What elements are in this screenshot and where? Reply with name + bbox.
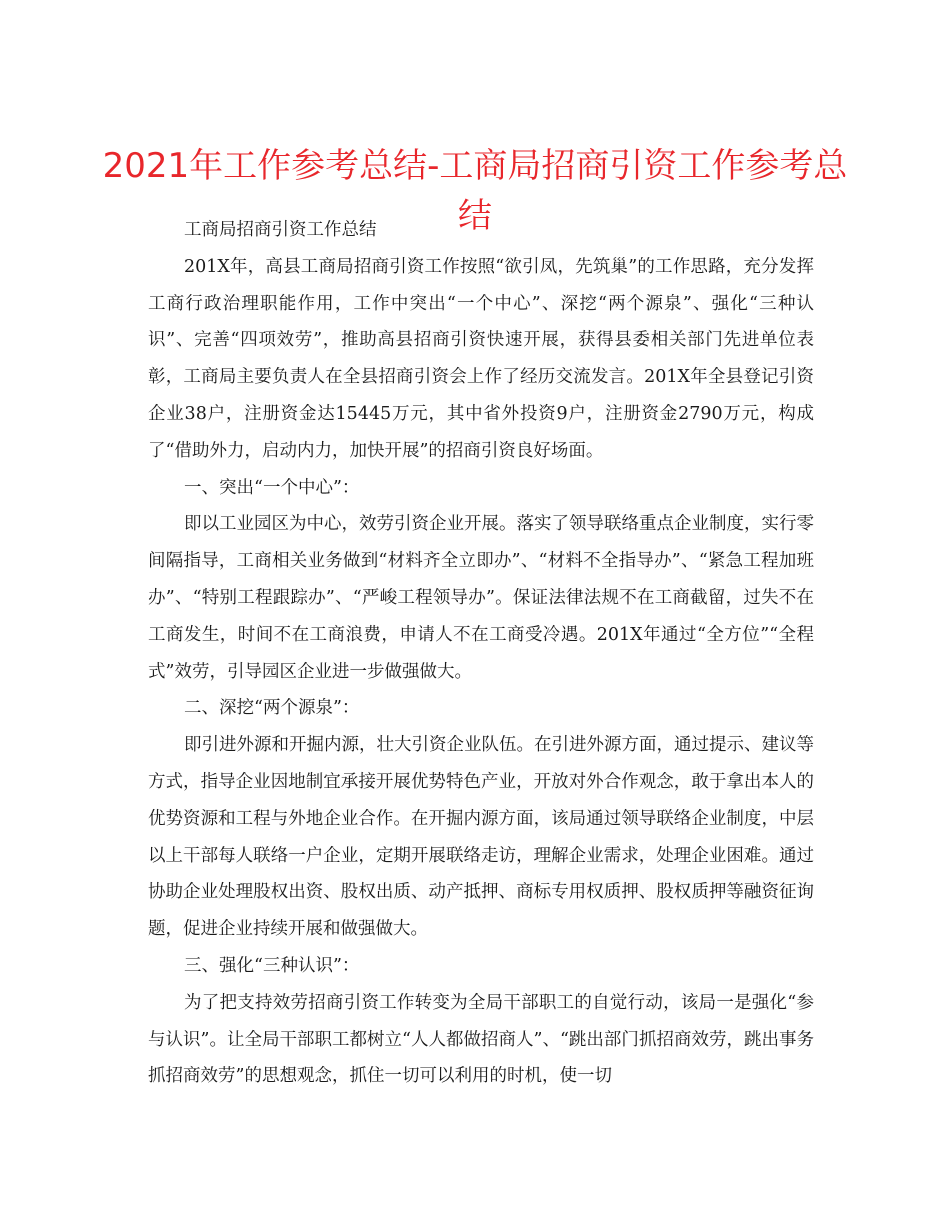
body-paragraph: 即引进外源和开掘内源，壮大引资企业队伍。在引进外源方面，通过提示、建议等方式，指导企业因地制宜承接开展优势特色产业，开放对外合作观念，敢于拿出本人的优势资源和工程与外地企业合作。在开掘内源方面，该局通过领导联络企业制度，中层以上干部每人联络一户企业，定期开展联络走访，理解企业需求，处理企业困难。通过协助企业处理股权出资、股权出质、动产抵押、商标专用权质押、股权质押等融资征询题，促进企业持续开展和做强做大。: [148, 735, 814, 940]
document-body: [148, 212, 814, 1095]
subtitle-paragraph: 工商局招商引资工作总结: [184, 220, 377, 240]
document-title: 2021年工作参考总结-工商局招商引资工作参考总结: [102, 145, 848, 236]
body-paragraph: 201X年，高县工商局招商引资工作按照“欲引凤，先筑巢”的工作思路，充分发挥工商行政治理职能作用，工作中突出“一个中心”、深挖“两个源泉”、强化“三种认识”、完善“四项效劳”，推助高县招商引资快速开展，获得县委相关部门先进单位表彰，工商局主要负责人在全县招商引资会上作了经历交流发言。201X年全县登记引资企业38户，注册资金达15445万元，其中省外投资9户，注册资金2790万元，构成了“借助外力，启动内力，加快开展”的招商引资良好场面。: [148, 256, 814, 461]
section-heading: 一、突出“一个中心”：: [184, 477, 360, 498]
body-paragraph: 即以工业园区为中心，效劳引资企业开展。落实了领导联络重点企业制度，实行零间隔指导，工商相关业务做到“材料齐全立即办”、“材料不全指导办”、“紧急工程加班办”、“特别工程跟踪办”、“严峻工程领导办”。保证法律法规不在工商截留，过失不在工商发生，时间不在工商浪费，申请人不在工商受冷遇。201X年通过“全方位”“全程式”效劳，引导园区企业进一步做强做大。: [148, 514, 814, 682]
section-heading: 二、深挖“两个源泉”：: [184, 698, 360, 719]
section-heading: 三、强化“三种认识”：: [184, 955, 360, 976]
body-paragraph: 为了把支持效劳招商引资工作转变为全局干部职工的自觉行动，该局一是强化“参与认识”。让全局干部职工都树立“人人都做招商人”、“跳出部门抓招商效劳，跳出事务抓招商效劳”的思想观念，抓住一切可以利用的时机，使一切: [148, 992, 814, 1087]
